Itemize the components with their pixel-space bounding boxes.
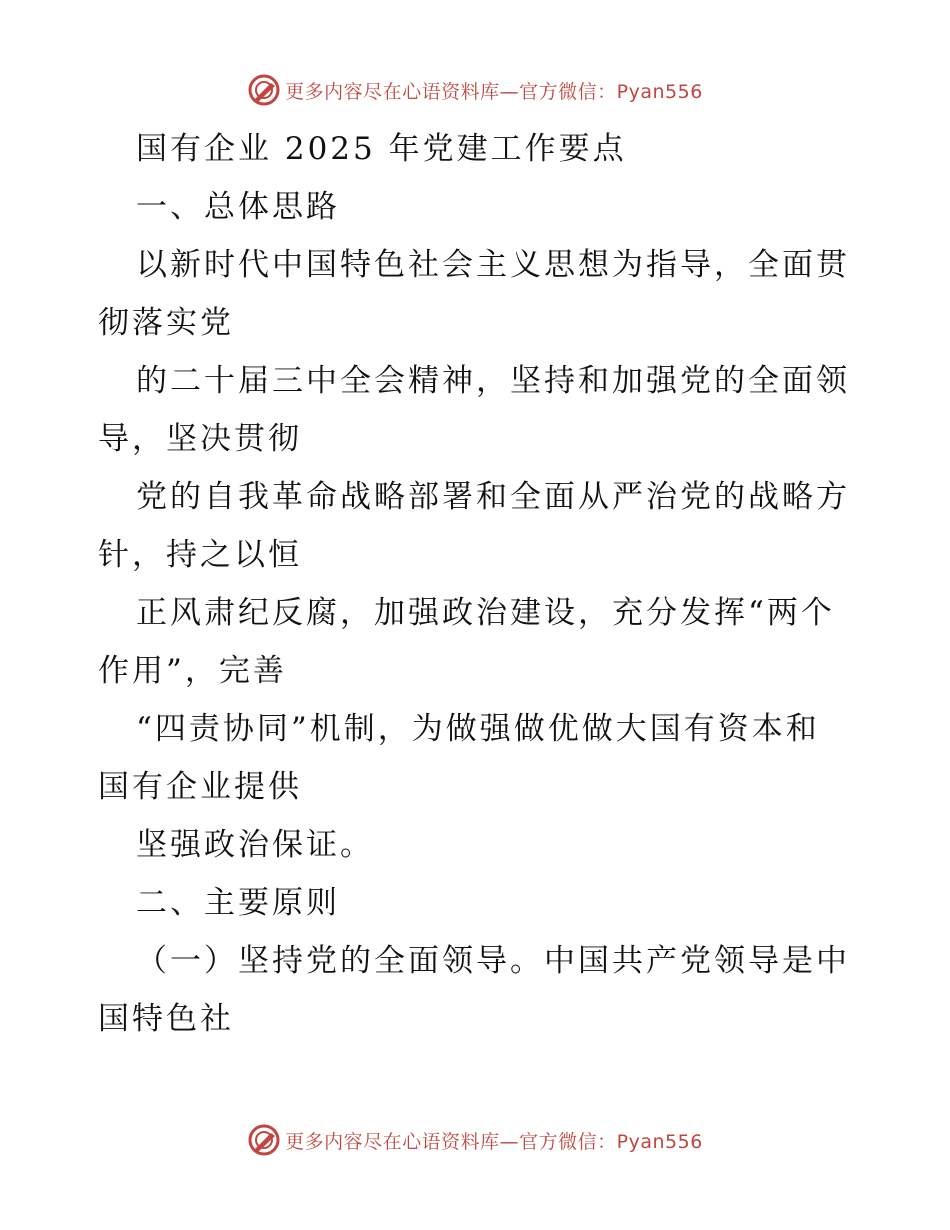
paragraph-line: 党的自我革命战略部署和全面从严治党的战略方 bbox=[136, 479, 850, 515]
document-body bbox=[98, 120, 858, 1048]
header-banner bbox=[0, 70, 950, 110]
paragraph-line: 导，坚决贯彻 bbox=[98, 421, 302, 457]
section-heading: 二、主要原则 bbox=[136, 885, 340, 921]
paragraph-line: 的二十届三中全会精神，坚持和加强党的全面领 bbox=[136, 363, 850, 399]
footer-banner-text: 更多内容尽在心语资料库—官方微信：Pyan556 bbox=[285, 1130, 703, 1153]
pen-logo-icon bbox=[247, 73, 281, 107]
header-banner-text: 更多内容尽在心语资料库—官方微信：Pyan556 bbox=[285, 80, 703, 103]
paragraph-line: 针，持之以恒 bbox=[98, 537, 302, 573]
paragraph-line: 坚强政治保证。 bbox=[136, 827, 374, 863]
pen-logo-icon bbox=[247, 1123, 281, 1157]
paragraph-line: “四责协同”机制，为做强做优做大国有资本和 bbox=[136, 711, 820, 747]
paragraph-line: 正风肃纪反腐，加强政治建设，充分发挥“两个 bbox=[136, 595, 835, 631]
paragraph-line: 以新时代中国特色社会主义思想为指导，全面贯 bbox=[136, 247, 850, 283]
paragraph-line: 彻落实党 bbox=[98, 305, 234, 341]
paragraph-line: 国特色社 bbox=[98, 1001, 234, 1037]
section-heading: 一、总体思路 bbox=[136, 189, 340, 225]
document-title: 国有企业 2025 年党建工作要点 bbox=[136, 131, 627, 167]
paragraph-line: 作用”，完善 bbox=[98, 653, 287, 689]
paragraph-line: （一）坚持党的全面领导。中国共产党领导是中 bbox=[136, 943, 850, 979]
paragraph-line: 国有企业提供 bbox=[98, 769, 302, 805]
footer-banner bbox=[0, 1120, 950, 1160]
